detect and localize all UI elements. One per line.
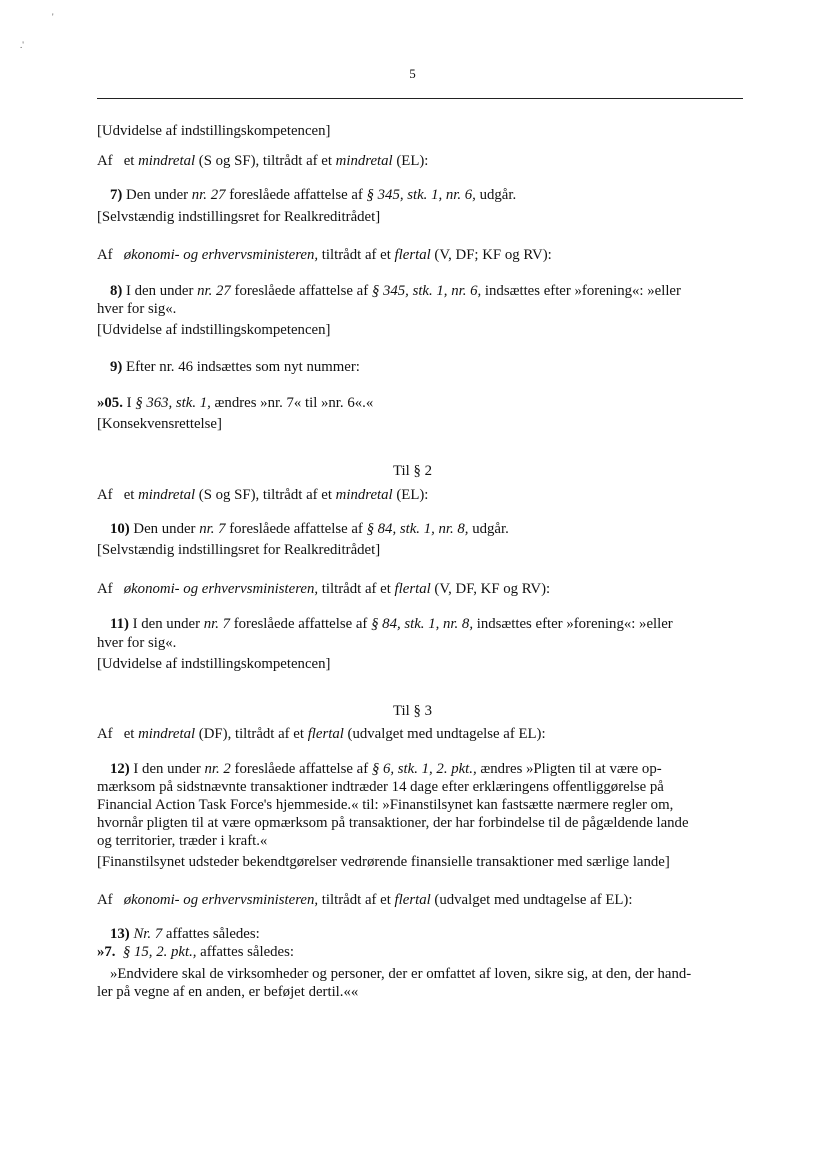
text-line: [Selvstændig indstillingsret for Realkreditrådet] (97, 209, 381, 225)
text-line: [Udvidelse af indstillingskompetencen] (97, 322, 331, 338)
section-heading: Til § 2 (393, 463, 432, 479)
text-line: [Konsekvensrettelse] (97, 416, 222, 432)
text-line: ler på vegne af en anden, er beføjet dertil.«« (97, 984, 359, 1000)
text-line: [Udvidelse af indstillingskompetencen] (97, 656, 331, 672)
section-heading: Til § 3 (393, 703, 432, 719)
header-rule (97, 98, 743, 99)
text-line: »05. I § 363, stk. 1, ændres »nr. 7« til »nr. 6«.« (97, 395, 374, 411)
text-line: 10) Den under nr. 7 foreslåede affattelse af § 84, stk. 1, nr. 8, udgår. (110, 521, 509, 537)
text-line: Af økonomi- og erhvervsministeren, tiltrådt af et flertal (udvalget med undtagelse af EL): (97, 892, 633, 908)
text-line: 7) Den under nr. 27 foreslåede affattelse af § 345, stk. 1, nr. 6, udgår. (110, 187, 517, 203)
scan-speck: ' (52, 12, 54, 22)
page-number: 5 (409, 66, 416, 81)
text-line: mærksom på sidstnævnte transaktioner indtræder 14 dage efter erklæringens offentliggørelse på (97, 779, 664, 795)
text-line: 11) I den under nr. 7 foreslåede affattelse af § 84, stk. 1, nr. 8, indsættes efter »forening«: »eller (110, 616, 673, 632)
text-line: Af økonomi- og erhvervsministeren, tiltrådt af et flertal (V, DF; KF og RV): (97, 247, 552, 263)
text-line: Af et mindretal (S og SF), tiltrådt af et mindretal (EL): (97, 153, 429, 169)
text-line: [Udvidelse af indstillingskompetencen] (97, 123, 331, 139)
text-line: [Finanstilsynet udsteder bekendtgørelser vedrørende finansielle transaktioner med særlige lande] (97, 854, 670, 870)
text-line: hver for sig«. (97, 635, 177, 651)
text-line: Financial Action Task Force's hjemmeside.« til: »Finanstilsynet kan fastsætte nærmere regler om, (97, 797, 674, 813)
text-line: hvornår pligten til at være opmærksom på transaktioner, der har forbindelse til de pågældende lande (97, 815, 689, 831)
text-line: Af økonomi- og erhvervsministeren, tiltrådt af et flertal (V, DF, KF og RV): (97, 581, 551, 597)
text-line: Af et mindretal (DF), tiltrådt af et flertal (udvalget med undtagelse af EL): (97, 726, 546, 742)
text-line: og territorier, træder i kraft.« (97, 833, 268, 849)
text-line: 9) Efter nr. 46 indsættes som nyt nummer: (110, 359, 360, 375)
scan-speck: .' (20, 40, 24, 50)
text-line: 13) Nr. 7 affattes således: (110, 926, 260, 942)
text-line: »Endvidere skal de virksomheder og personer, der er omfattet af loven, sikre sig, at den, der hand- (110, 966, 692, 982)
text-line: 12) I den under nr. 2 foreslåede affattelse af § 6, stk. 1, 2. pkt., ændres »Pligten til at være op- (110, 761, 662, 777)
text-line: 8) I den under nr. 27 foreslåede affattelse af § 345, stk. 1, nr. 6, indsættes efter »forening«: »eller (110, 283, 681, 299)
text-line: »7. § 15, 2. pkt., affattes således: (97, 944, 294, 960)
text-line: [Selvstændig indstillingsret for Realkreditrådet] (97, 542, 381, 558)
text-line: Af et mindretal (S og SF), tiltrådt af et mindretal (EL): (97, 487, 429, 503)
text-line: hver for sig«. (97, 301, 177, 317)
